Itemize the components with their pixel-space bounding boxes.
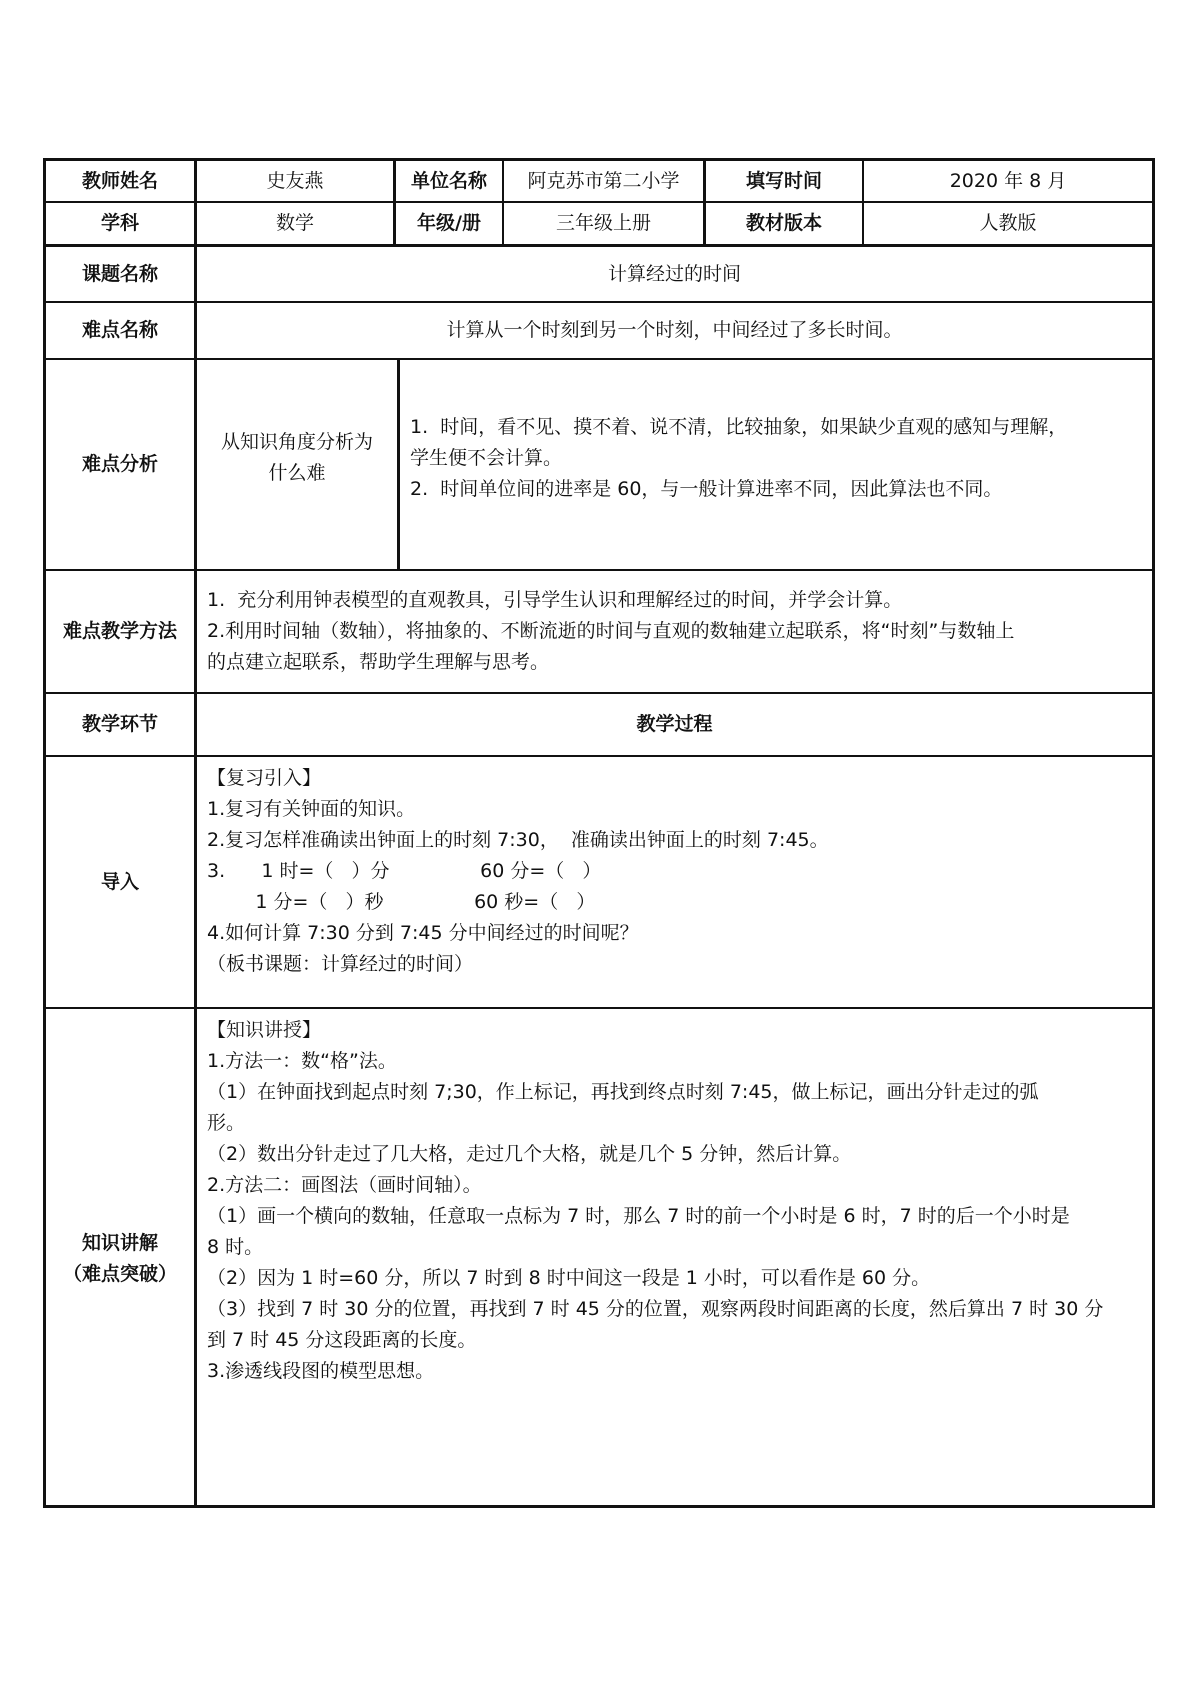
lecture-line: 形。 — [207, 1112, 246, 1134]
topic-value: 计算经过的时间 — [607, 262, 741, 285]
method-line: 1. 充分利用钟表模型的直观教具，引导学生认识和理解经过的时间，并学会计算。 — [207, 589, 903, 611]
analysis-line: 2. 时间单位间的进率是 60，与一般计算进率不同，因此算法也不同。 — [410, 477, 1003, 500]
date-value: 2020 年 8 月 — [949, 169, 1067, 192]
intro-line: 2.复习怎样准确读出钟面上的时刻 7:30， 准确读出钟面上的时刻 7:45。 — [207, 829, 829, 851]
method-line: 的点建立起联系，帮助学生理解与思考。 — [207, 651, 550, 673]
analysis-content — [400, 360, 1152, 556]
unit-label: 单位名称 — [410, 169, 487, 192]
lecture-line: 2.方法二：画图法（画时间轴）。 — [207, 1174, 482, 1196]
lecture-line: 8 时。 — [207, 1236, 264, 1258]
lecture-line: 到 7 时 45 分这段距离的长度。 — [207, 1329, 477, 1351]
method-label: 难点教学方法 — [62, 620, 177, 642]
lecture-line: 1.方法一：数“格”法。 — [207, 1050, 397, 1072]
method-content — [197, 571, 1152, 692]
lecture-line: 3.渗透线段图的模型思想。 — [207, 1360, 435, 1382]
intro-line: 4.如何计算 7:30 分到 7:45 分中间经过的时间呢？ — [207, 922, 639, 944]
subject-label: 学科 — [100, 212, 139, 234]
lecture-line: 【知识讲授】 — [207, 1019, 322, 1041]
lecture-content — [197, 1009, 1152, 1508]
lecture-label — [46, 1009, 194, 1508]
grade-value: 三年级上册 — [555, 212, 651, 234]
intro-line: 1 分=（ ）秒 60 秒=（ ） — [207, 891, 596, 913]
unit-value: 阿克苏市第二小学 — [527, 169, 680, 192]
analysis-label: 难点分析 — [81, 453, 158, 475]
analysis-line: 学生便不会计算。 — [410, 446, 563, 469]
intro-line: 【复习引入】 — [207, 767, 322, 789]
analysis-sub-label: 从知识角度分析为什么难 — [220, 431, 373, 484]
lecture-line: （1）画一个横向的数轴，任意取一点标为 7 时，那么 7 时的前一个小时是 6 时，7 时的后一个小时是 — [207, 1205, 1070, 1227]
lecture-label-sub: （难点突破） — [62, 1262, 177, 1285]
difficulty-label: 难点名称 — [81, 319, 158, 341]
textbook-label: 教材版本 — [745, 212, 822, 234]
lecture-line: （2）因为 1 时=60 分，所以 7 时到 8 时中间这一段是 1 小时，可以看作是 60 分。 — [207, 1267, 931, 1289]
teacher-label: 教师姓名 — [81, 169, 158, 192]
grade-label: 年级/册 — [417, 212, 481, 234]
process-stage-label: 教学环节 — [81, 713, 158, 735]
difficulty-value: 计算从一个时刻到另一个时刻，中间经过了多长时间。 — [446, 319, 903, 341]
method-line: 2.利用时间轴（数轴），将抽象的、不断流逝的时间与直观的数轴建立起联系，将“时刻”与数轴上 — [207, 620, 1015, 642]
intro-line: 1.复习有关钟面的知识。 — [207, 798, 416, 820]
lecture-line: （1）在钟面找到起点时刻 7;30，作上标记，再找到终点时刻 7:45，做上标记，画出分针走过的弧 — [207, 1081, 1039, 1103]
intro-line: （板书课题：计算经过的时间） — [207, 953, 474, 975]
intro-line: 3. 1 时=（ ）分 60 分=（ ） — [207, 860, 602, 882]
textbook-value: 人教版 — [979, 212, 1037, 234]
analysis-line: 1. 时间，看不见、摸不着、说不清，比较抽象，如果缺少直观的感知与理解， — [410, 415, 1068, 438]
lecture-line: （2）数出分针走过了几大格，走过几个大格，就是几个 5 分钟，然后计算。 — [207, 1143, 852, 1165]
date-label: 填写时间 — [745, 169, 822, 192]
teacher-value: 史友燕 — [266, 169, 324, 192]
process-header: 教学过程 — [636, 713, 713, 735]
intro-content — [197, 757, 1152, 1007]
topic-label: 课题名称 — [81, 262, 158, 285]
lesson-plan-table — [43, 158, 1155, 1508]
intro-label: 导入 — [100, 870, 139, 893]
lecture-line: （3）找到 7 时 30 分的位置，再找到 7 时 45 分的位置，观察两段时间距离的长度，然后算出 7 时 30 分 — [207, 1298, 1104, 1320]
lecture-label-main: 知识讲解 — [81, 1231, 158, 1254]
subject-value: 数学 — [275, 212, 314, 234]
